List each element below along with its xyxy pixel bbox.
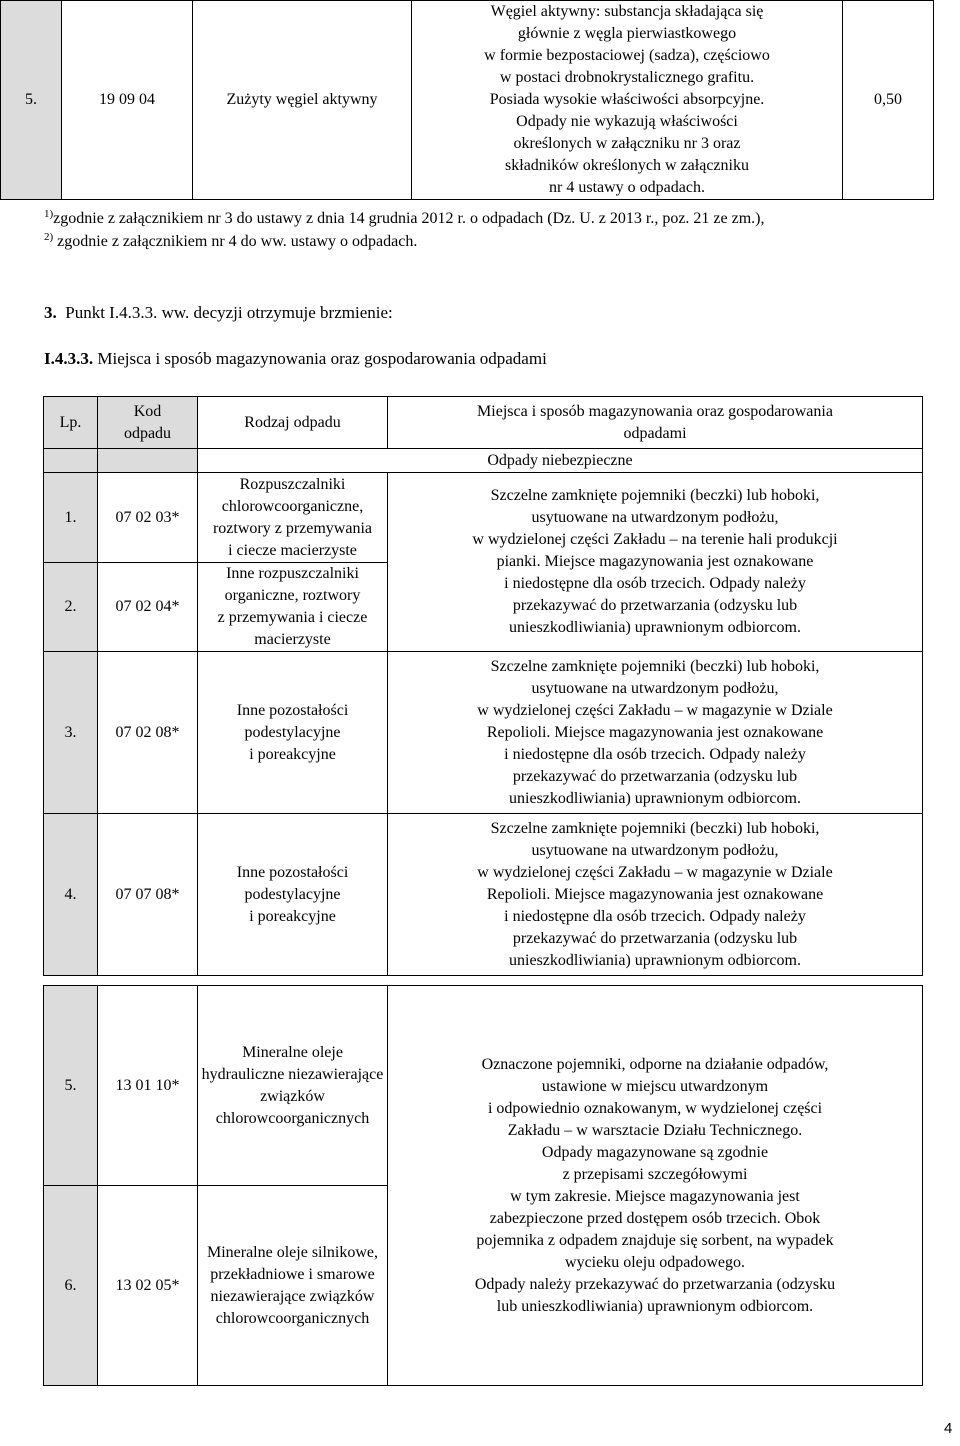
top-row-amount: 0,50 [843,1,934,200]
type-line: roztwory z przemywania [212,519,373,537]
header-place-line: odpadami [623,424,687,442]
header-lp: Lp. [44,397,98,449]
place-line: w tym zakresie. Miejsce magazynowania jest [510,1187,800,1205]
header-place-line: Miejsca i sposób magazynowania oraz gospodarowania [477,402,833,420]
category-code-cell [98,449,198,473]
description-line: Odpady nie wykazują właściwości [516,113,738,130]
place-line: przekazywać do przetwarzania (odzysku lub [512,767,798,785]
type-line: Inne pozostałości [236,701,349,719]
row-code: 07 02 03* [98,473,198,563]
type-line: hydrauliczne niezawierające [201,1065,384,1083]
place-line: Szczelne zamknięte pojemniki (beczki) lub hoboki, [490,657,820,675]
type-line: Mineralne oleje [242,1043,343,1061]
footnote-1-text: zgodnie z załącznikiem nr 3 do ustawy z dnia 14 grudnia 2012 r. o odpadach (Dz. U. z 2013 r., poz. 21 ze zm.), [53,210,765,227]
top-row-code: 19 09 04 [62,1,193,200]
storage-table [43,396,923,1386]
type-line: Mineralne oleje silnikowe, [206,1243,379,1261]
place-line: i niedostępne dla osób trzecich. Odpady należy [504,575,806,592]
place-line: i niedostępne dla osób trzecich. Odpady należy [504,907,806,925]
description-line: w formie bezpostaciowej (sadza), częściowo [484,47,770,64]
type-line: podestylacyjne [244,885,341,903]
section-number: 3. [44,303,57,322]
place-line: usytuowane na utwardzonym podłożu, [531,509,779,526]
table-row [44,814,923,976]
section-text: Punkt I.4.3.3. ww. decyzji otrzymuje brzmienie: [65,303,393,322]
type-line: Inne pozostałości [236,863,349,881]
place-line: unieszkodliwiania) uprawnionym odbiorcom. [509,789,801,807]
type-line: i poreakcyjne [249,745,336,763]
row-lp: 3. [44,652,98,814]
description-line: Węgiel aktywny: substancja składająca się [490,3,764,20]
place-line: w wydzielonej części Zakładu – w magazynie w Dziale [477,701,833,719]
type-line: chlorowcoorganicznych [215,1309,370,1327]
row-lp: 4. [44,814,98,976]
footnote-1 [44,208,765,230]
place-line: Repolioli. Miejsce magazynowania jest oznakowane [486,723,824,741]
page-number: 4 [944,1420,953,1437]
place-line: pianki. Miejsce magazynowania jest oznakowane [496,553,814,570]
place-line: w wydzielonej części Zakładu – na terenie hali produkcji [472,531,838,548]
footnote-2-text: zgodnie z załącznikiem nr 4 do ww. ustawy o odpadach. [57,233,418,250]
place-line: w wydzielonej części Zakładu – w magazynie w Dziale [477,863,833,881]
header-type: Rodzaj odpadu [198,397,388,449]
place-line: Szczelne zamknięte pojemniki (beczki) lub hoboki, [490,819,820,837]
header-code [98,397,198,449]
description-line: Posiada wysokie właściwości absorpcyjne. [489,91,765,108]
row-place [388,652,923,814]
row-lp: 2. [44,563,98,652]
subheading-text: Miejsca i sposób magazynowania oraz gospodarowania odpadami [97,349,547,368]
subheading-number: I.4.3.3. [44,349,94,368]
row-place [388,986,923,1386]
place-line: z przepisami szczegółowymi [562,1165,748,1183]
subheading [44,348,547,370]
place-line: Odpady magazynowane są zgodnie [541,1143,769,1161]
type-line: niezawierające związków [210,1287,375,1305]
category-row [44,449,923,473]
place-line: usytuowane na utwardzonym podłożu, [531,841,779,859]
type-line: organiczne, roztwory [224,587,361,604]
footnote-2 [44,231,417,253]
row-code: 07 02 08* [98,652,198,814]
description-line: w postaci drobnokrystalicznego grafitu. [499,69,755,86]
description-line: głównie z węgla pierwiastkowego [517,25,737,42]
type-line: z przemywania i ciecze [217,609,368,626]
table-header-row [44,397,923,449]
table-row [44,986,923,1186]
footnote-2-mark: 2) [44,231,54,243]
place-line: i odpowiednio oznakowanym, w wydzielonej części [487,1099,823,1117]
row-place [388,473,923,652]
row-type [198,652,388,814]
description-line: składników określonych w załączniku [505,157,749,174]
top-row-description [412,1,843,200]
header-code-line: Kod [133,402,162,420]
header-place [388,397,923,449]
top-row-lp: 5. [1,1,62,200]
place-line: wycieku oleju odpadowego. [565,1253,745,1271]
type-line: chlorowcoorganiczne, [221,497,364,515]
type-line: Rozpuszczalniki [239,475,346,493]
place-line: Oznaczone pojemniki, odporne na działanie odpadów, [481,1055,829,1073]
row-type [198,473,388,563]
place-line: usytuowane na utwardzonym podłożu, [531,679,779,697]
footnote-1-mark: 1) [44,208,54,220]
place-line: unieszkodliwiania) uprawnionym odbiorcom. [509,619,801,636]
row-type [198,563,388,652]
place-line: przekazywać do przetwarzania (odzysku lub [512,929,798,947]
place-line: Odpady należy przekazywać do przetwarzania (odzysku [474,1275,836,1293]
place-line: Repolioli. Miejsce magazynowania jest oznakowane [486,885,824,903]
type-line: związków [260,1087,325,1105]
place-line: Zakładu – w warsztacie Działu Technicznego. [507,1121,803,1139]
table-row [44,473,923,563]
table-row [44,652,923,814]
row-code: 13 02 05* [98,1186,198,1386]
row-type [198,1186,388,1386]
row-lp: 6. [44,1186,98,1386]
type-line: Inne rozpuszczalniki [226,565,359,582]
table-gap-row [44,976,923,986]
header-code-line: odpadu [123,424,172,442]
category-label: Odpady niebezpieczne [198,449,923,473]
row-code: 13 01 10* [98,986,198,1186]
gap-cell [388,976,923,986]
row-lp: 5. [44,986,98,1186]
type-line: macierzyste [254,631,331,648]
top-waste-table [0,0,934,200]
type-line: chlorowcoorganicznych [215,1109,370,1127]
place-line: Szczelne zamknięte pojemniki (beczki) lub hoboki, [490,487,820,504]
type-line: przekładniowe i smarowe [210,1265,375,1283]
place-line: unieszkodliwiania) uprawnionym odbiorcom. [509,951,801,969]
place-line: ustawione w miejscu utwardzonym [541,1077,769,1095]
place-line: przekazywać do przetwarzania (odzysku lub [512,597,798,614]
top-row-name: Zużyty węgiel aktywny [193,1,412,200]
gap-cell [198,976,388,986]
place-line: pojemnika z odpadem znajduje się sorbent, na wypadek [476,1231,834,1249]
type-line: podestylacyjne [244,723,341,741]
place-line: zabezpieczone przed dostępem osób trzecich. Obok [489,1209,821,1227]
place-line: lub unieszkodliwiania) uprawnionym odbiorcom. [496,1297,814,1315]
row-place [388,814,923,976]
row-type [198,814,388,976]
description-line: nr 4 ustawy o odpadach. [549,179,705,196]
row-lp: 1. [44,473,98,563]
gap-cell [98,976,198,986]
type-line: i poreakcyjne [249,907,336,925]
gap-cell [44,976,98,986]
description-line: określonych w załączniku nr 3 oraz [513,135,741,152]
row-type [198,986,388,1186]
category-lp-cell [44,449,98,473]
section-heading [44,302,393,324]
row-code: 07 07 08* [98,814,198,976]
place-line: i niedostępne dla osób trzecich. Odpady należy [504,745,806,763]
type-line: i ciecze macierzyste [228,541,357,559]
row-code: 07 02 04* [98,563,198,652]
